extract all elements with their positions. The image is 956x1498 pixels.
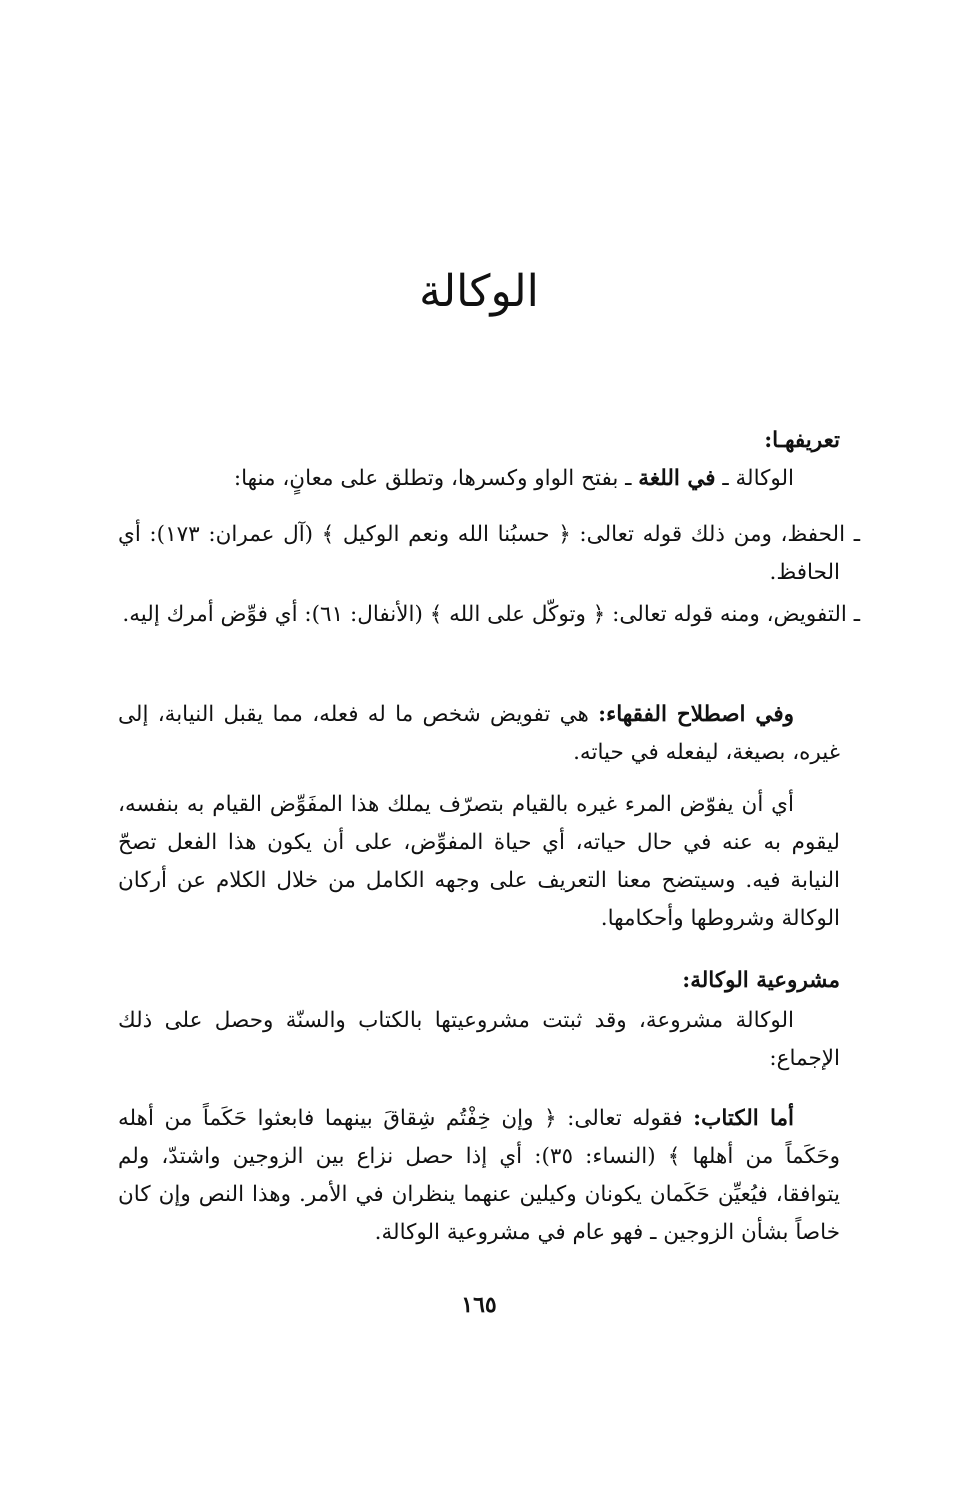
intro-prefix: الوكالة ـ [715, 466, 794, 491]
technical-text: هي تفويض شخص ما له فعله، مما يقبل النيابة، إلى غيره، بصيغة، ليفعله في حياته. [118, 702, 840, 765]
legitimacy-intro-paragraph: الوكالة مشروعة، وقد ثبتت مشروعيتها بالكتاب والسنّة وحصل على ذلك الإجماع: [118, 1008, 840, 1071]
explanation-paragraph: أي أن يفوّض المرء غيره بالقيام بتصرّف يملك هذا المفَوِّض القيام به بنفسه، ليقوم به عنه في حال حياته، أي حياة المفوِّض، على أن يكون هذا الفعل تصحّ النيابة فيه. وسيتضح معنا التعريف على وجهه الكامل من خلال الكلام عن أركان الوكالة وشروطها وأحكامها. [118, 792, 840, 931]
intro-suffix: ـ بفتح الواو وكسرها، وتطلق على معانٍ، منها: [233, 466, 639, 491]
page-number: ١٦٥ [461, 1292, 497, 1318]
meaning-item-delegation: ـ التفويض، ومنه قوله تعالى: ﴿ وتوكّل على الله ﴾ (الأنفال: ٦١): أي فوِّض أمرك إليه. [122, 602, 860, 627]
book-page [118, 0, 860, 1498]
book-bold-term: أما الكتاب: [693, 1106, 794, 1131]
chapter-title: الوكالة [419, 266, 539, 317]
definition-intro-paragraph [118, 460, 840, 498]
technical-bold-term: وفي اصطلاح الفقهاء: [598, 702, 794, 727]
legitimacy-heading: مشروعية الوكالة: [682, 968, 840, 993]
meaning-item-preservation: ـ الحفظ، ومن ذلك قوله تعالى: ﴿ حسبُنا الله ونعم الوكيل ﴾ (آل عمران: ١٧٣): أي الحافظ. [118, 522, 860, 585]
technical-definition-paragraph [118, 696, 840, 772]
definition-heading: تعريفهـا: [764, 428, 840, 453]
intro-bold-term: في اللغة [638, 466, 716, 491]
book-evidence-paragraph [118, 1100, 840, 1252]
book-text: فقوله تعالى: ﴿ وإن خِفْتُم شِقاقَ بينهما فابعثوا حَكَماً من أهله وحَكَماً من أهلها ﴾ (النساء: ٣٥): أي إذا حصل نزاع بين الزوجين واشتدّ، ولم يتوافقا، فيُعيِّن حَكَمان يكونان وكيلين عنهما ينظران في الأمر. وهذا النص وإن كان خاصاً بشأن الزوجين ـ فهو عام في مشروعية الوكالة. [118, 1106, 840, 1245]
